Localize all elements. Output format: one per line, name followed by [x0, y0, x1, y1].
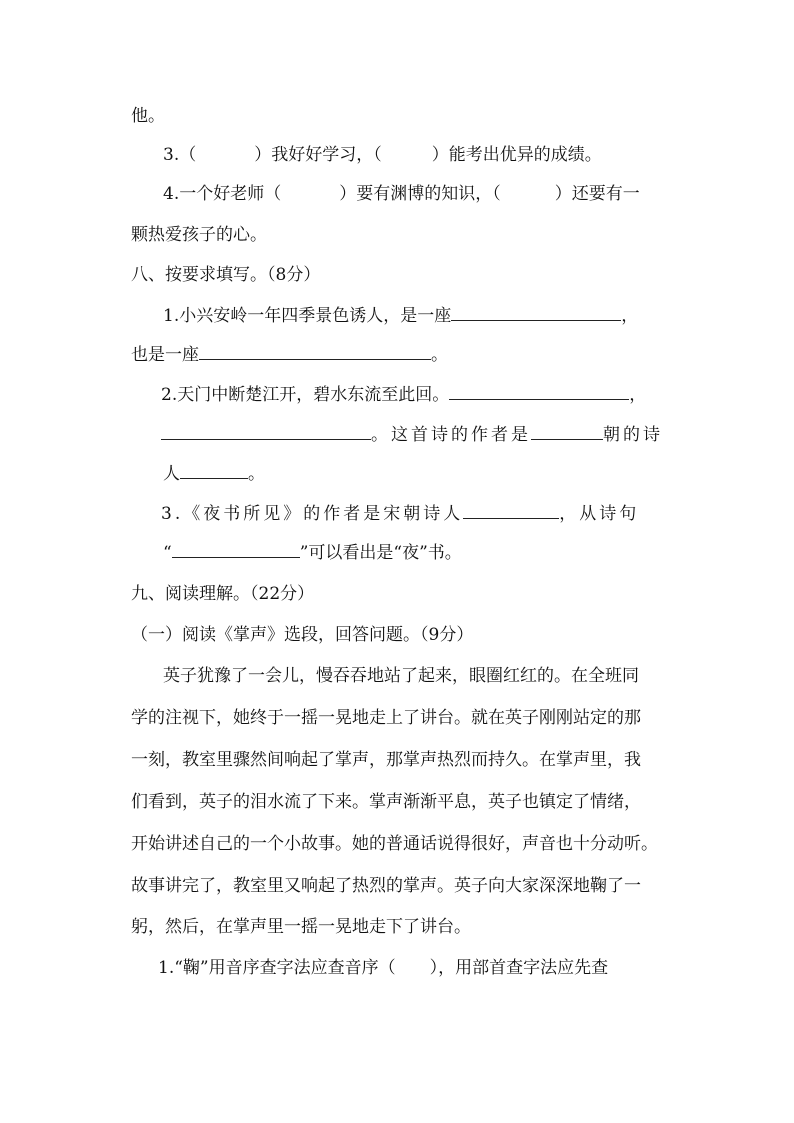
- fill-2-author: [163, 460, 265, 487]
- question-4: [163, 181, 640, 207]
- text: 他。: [131, 106, 165, 126]
- text: （一）阅读《掌声》选段，回答问题。（9分）: [131, 625, 474, 645]
- answer-blank[interactable]: [463, 500, 559, 519]
- text: 。这首诗的作者是: [371, 425, 531, 445]
- passage-line: [131, 747, 641, 773]
- text: 4.一个好老师（: [163, 184, 282, 204]
- text: 。: [431, 345, 448, 365]
- text: 3.《夜书所见》的作者是宋朝诗人: [161, 504, 464, 524]
- passage-line: [131, 831, 658, 857]
- answer-blank[interactable]: [451, 302, 621, 321]
- fill-2: [161, 381, 646, 408]
- text: 一刻，教室里骤然间响起了掌声，那掌声热烈而持久。在掌声里，我: [131, 750, 641, 770]
- section-9-heading: [131, 581, 314, 607]
- text: 也是一座: [131, 345, 199, 365]
- text: 英子犹豫了一会儿，慢吞吞地站了起来，眼圈红红的。在全班同: [163, 666, 639, 686]
- text: ），用部首查字法应先查: [429, 958, 609, 978]
- text: ”可以看出是“夜”书。: [299, 543, 462, 563]
- text: 朝的诗: [603, 425, 663, 445]
- answer-blank[interactable]: [172, 539, 300, 558]
- text: ）能考出优异的成绩。: [431, 145, 602, 165]
- text: 躬，然后，在掌声里一摇一晃地走下了讲台。: [131, 917, 471, 937]
- answer-blank[interactable]: [531, 421, 603, 440]
- text: ）我好好学习，（: [254, 145, 382, 165]
- text: 1.“鞠”用音序查字法应查音序（: [158, 958, 396, 978]
- reading-question-1: [158, 955, 608, 981]
- question-3: [163, 142, 602, 168]
- fill-3: [161, 500, 639, 527]
- text: 们看到，英子的泪水流了下来。掌声渐渐平息，英子也镇定了情绪，: [131, 792, 641, 812]
- text: ，: [629, 385, 647, 405]
- fill-1-cont: [131, 341, 448, 368]
- question-4-cont: [131, 222, 267, 248]
- fill-2-cont: [161, 421, 663, 448]
- text: ）要有渊博的知识，（: [339, 184, 501, 204]
- text: “: [163, 543, 172, 563]
- text: ，: [621, 306, 639, 326]
- passage-line: [131, 705, 641, 731]
- text: 2.天门中断楚江开，碧水东流至此回。: [161, 385, 450, 405]
- text: ）还要有一: [554, 184, 640, 204]
- subsection-1-heading: [131, 622, 473, 648]
- text: 3.（: [163, 145, 197, 165]
- text: 开始讲述自己的一个小故事。她的普通话说得很好，声音也十分动听。: [131, 834, 658, 854]
- text: 人: [163, 464, 180, 484]
- passage-line: [131, 914, 471, 940]
- text: 九、阅读理解。（22分）: [131, 584, 315, 604]
- answer-blank[interactable]: [180, 460, 248, 479]
- fill-1: [163, 302, 638, 329]
- text: 故事讲完了，教室里又响起了热烈的掌声。英子向大家深深地鞠了一: [131, 876, 641, 896]
- text: 八、按要求填写。（8分）: [131, 265, 321, 285]
- text: 。: [248, 464, 265, 484]
- text: 1.小兴安岭一年四季景色诱人，是一座: [163, 306, 452, 326]
- text: 颗热爱孩子的心。: [131, 225, 267, 245]
- section-8-heading: [131, 262, 320, 288]
- passage-line: [131, 789, 641, 815]
- answer-blank[interactable]: [449, 381, 629, 400]
- passage-line: [163, 663, 639, 689]
- text: 学的注视下，她终于一摇一晃地走上了讲台。就在英子刚刚站定的那: [131, 708, 641, 728]
- passage-line: [131, 873, 641, 899]
- answer-blank[interactable]: [199, 341, 431, 360]
- answer-blank[interactable]: [161, 421, 371, 440]
- fill-3-cont: [163, 539, 462, 566]
- text: ，从诗句: [559, 504, 640, 524]
- text-line: [131, 103, 165, 129]
